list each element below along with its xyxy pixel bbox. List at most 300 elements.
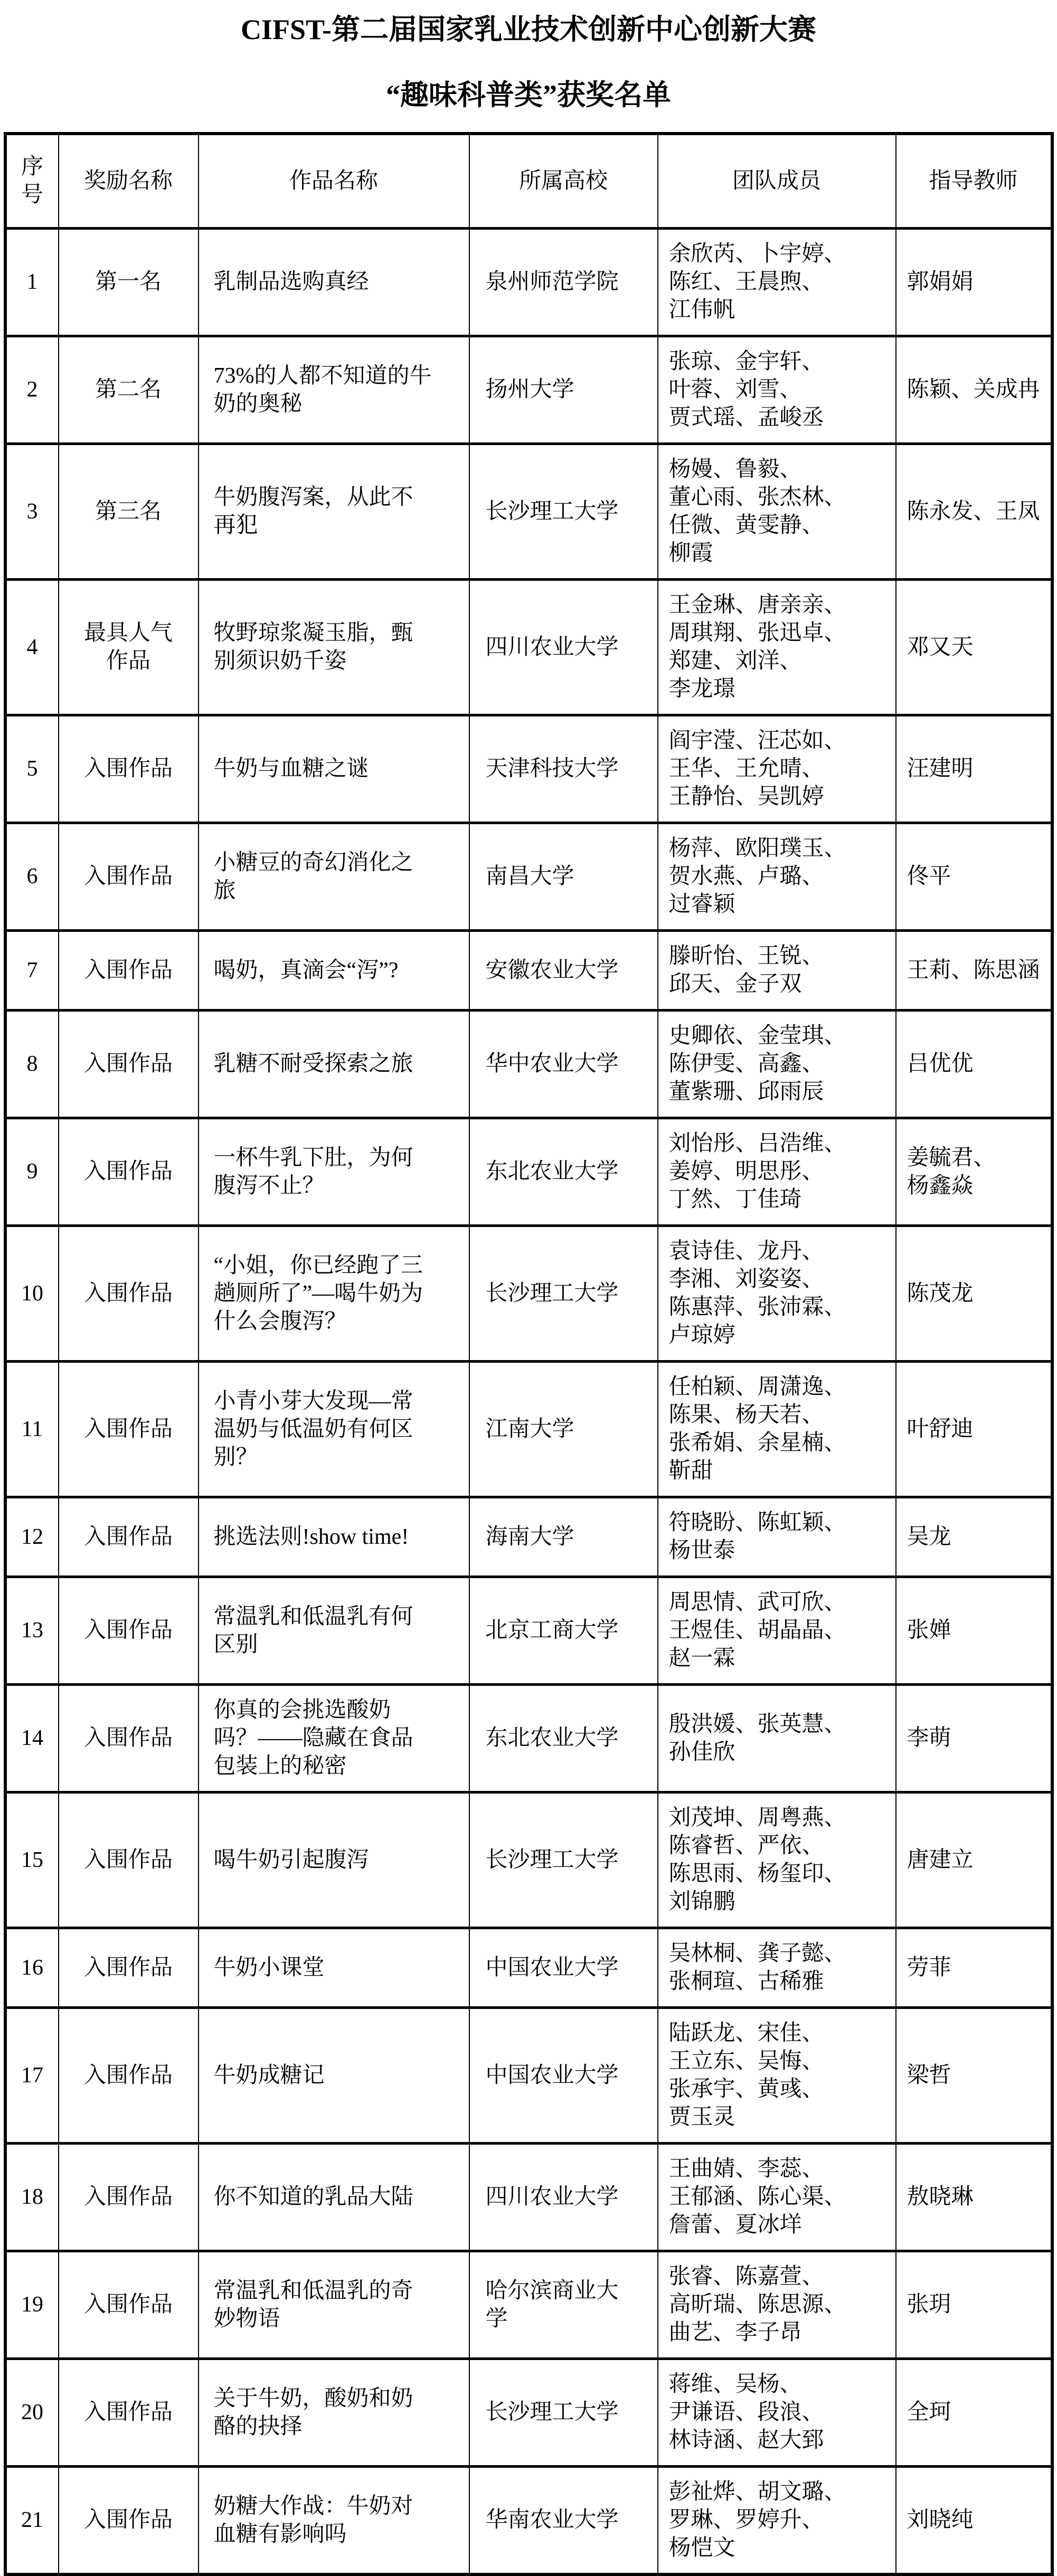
- team-members-cell: [658, 1118, 896, 1226]
- member-name: 胡文璐、: [757, 2480, 846, 2504]
- university-cell: 海南大学: [469, 1497, 658, 1577]
- advisor-name: 张婵: [907, 1618, 951, 1643]
- row-number-cell: 14: [5, 1685, 59, 1792]
- advisor-cell: [896, 1118, 1052, 1226]
- member-name: 卜宇婷、: [757, 242, 846, 266]
- work-title-cell: “小姐，你已经跑了三趟厕所了”—喝牛奶为什么会腹泻？: [199, 1226, 469, 1362]
- member-name: 高昕瑞、: [668, 2292, 758, 2317]
- team-members-cell: [658, 1362, 896, 1497]
- member-name: 杨世泰: [668, 1539, 735, 1563]
- member-name: 陈睿哲、: [668, 1834, 758, 1858]
- team-members-cell: [658, 1011, 896, 1118]
- work-title-cell: 乳制品选购真经: [199, 229, 469, 336]
- header-cell-university: 所属高校: [469, 134, 658, 229]
- member-name: 金宇轩、: [735, 350, 824, 374]
- advisor-name: 吕优优: [907, 1052, 974, 1076]
- award-name-cell: 入围作品: [59, 2251, 199, 2359]
- member-name: 刘雪、: [735, 378, 802, 402]
- award-name-cell: 入围作品: [59, 1226, 199, 1362]
- table-row: [5, 2144, 1052, 2251]
- advisor-cell: [896, 2144, 1052, 2251]
- member-name: 阎宇滢、: [668, 729, 758, 753]
- team-members-cell: [658, 1226, 896, 1362]
- team-members-cell: [658, 1577, 896, 1685]
- member-name: 明思彤、: [735, 1159, 824, 1184]
- member-name: 唐亲亲、: [757, 593, 846, 617]
- table-row: [5, 823, 1052, 931]
- work-title-cell: 奶糖大作战：牛奶对血糖有影响吗: [199, 2467, 469, 2575]
- advisor-cell: [896, 1577, 1052, 1685]
- advisor-name: 唐建立: [907, 1847, 974, 1872]
- member-name: 刘茂坤、: [668, 1806, 758, 1830]
- member-name: 邱天、: [668, 972, 735, 996]
- award-name-cell: 入围作品: [59, 1118, 199, 1226]
- advisor-name: 王莉、: [907, 958, 974, 983]
- team-members-cell: [658, 1685, 896, 1792]
- member-name: 陈虹颖、: [757, 1511, 846, 1535]
- member-name: 刘怡彤、: [668, 1131, 758, 1156]
- advisor-cell: [896, 2467, 1052, 2575]
- member-name: 王郁涵、: [668, 2185, 758, 2209]
- team-members-cell: [658, 2467, 896, 2575]
- row-number-cell: 3: [5, 444, 59, 580]
- member-name: 黄彧、: [757, 2077, 824, 2101]
- header-cell-work: 作品名称: [199, 134, 469, 229]
- member-name: 王金琳、: [668, 593, 758, 617]
- member-name: 吕浩维、: [757, 1131, 846, 1156]
- team-members-cell: [658, 2359, 896, 2467]
- member-name: 龙丹、: [757, 1239, 824, 1263]
- member-name: 孟峻丞: [757, 405, 824, 430]
- work-title-cell: 牛奶小课堂: [199, 1928, 469, 2008]
- award-name-cell: 第一名: [59, 229, 199, 336]
- member-name: 滕昕怡、: [668, 944, 758, 968]
- row-number-cell: 12: [5, 1497, 59, 1577]
- member-name: 任柏颖、: [668, 1375, 758, 1399]
- team-members-cell: [658, 715, 896, 823]
- member-name: 王晨煦、: [735, 270, 824, 294]
- member-name: 陈嘉萱、: [735, 2264, 824, 2289]
- award-name-cell: 入围作品: [59, 1577, 199, 1685]
- university-cell: 四川农业大学: [469, 580, 658, 715]
- table-row: [5, 1577, 1052, 1685]
- member-name: 王曲婧、: [668, 2157, 758, 2181]
- member-name: 任微、: [668, 513, 735, 537]
- member-name: 王静怡、: [668, 785, 758, 809]
- header-cell-award: 奖励名称: [59, 134, 199, 229]
- member-name: 李蕊、: [757, 2157, 824, 2181]
- table-row: [5, 1497, 1052, 1577]
- member-name: 郑建、: [668, 649, 735, 673]
- advisor-name: 敖晓琳: [907, 2185, 974, 2209]
- member-name: 宋佳、: [757, 2021, 824, 2045]
- member-name: 张桐瑄、: [668, 1969, 758, 1994]
- award-name-cell: 入围作品: [59, 1685, 199, 1792]
- team-members-cell: [658, 229, 896, 336]
- row-number-cell: 9: [5, 1118, 59, 1226]
- table-row: [5, 1011, 1052, 1118]
- member-name: 王锐、: [757, 944, 824, 968]
- award-name-cell: 入围作品: [59, 1792, 199, 1928]
- member-name: 刘洋、: [735, 649, 802, 673]
- award-name-cell: 入围作品: [59, 1928, 199, 2008]
- header-cell-no: 序号: [5, 134, 59, 229]
- row-number-cell: 7: [5, 931, 59, 1011]
- member-name: 高鑫、: [757, 1052, 824, 1076]
- work-title-cell: 牧野琼浆凝玉脂，甄别须识奶千姿: [199, 580, 469, 715]
- advisor-cell: [896, 823, 1052, 931]
- advisor-cell: [896, 1685, 1052, 1792]
- work-title-cell: 73%的人都不知道的牛奶的奥秘: [199, 336, 469, 444]
- member-name: 刘姿姿、: [735, 1267, 824, 1291]
- advisor-name: 梁哲: [907, 2063, 951, 2088]
- member-name: 金莹琪、: [757, 1024, 846, 1048]
- team-members-cell: [658, 1928, 896, 2008]
- advisor-name: 杨鑫焱: [907, 1173, 974, 1198]
- work-title-cell: 常温乳和低温乳的奇妙物语: [199, 2251, 469, 2359]
- row-number-cell: 13: [5, 1577, 59, 1685]
- advisor-cell: [896, 336, 1052, 444]
- team-members-cell: [658, 931, 896, 1011]
- member-name: 王允晴、: [735, 757, 824, 781]
- member-name: 罗婷升、: [735, 2508, 824, 2532]
- university-cell: 安徽农业大学: [469, 931, 658, 1011]
- advisor-cell: [896, 444, 1052, 580]
- advisor-name: 佟平: [907, 864, 951, 889]
- university-cell: 四川农业大学: [469, 2144, 658, 2251]
- advisor-name: 邓又天: [907, 635, 974, 659]
- table-row: [5, 580, 1052, 715]
- member-name: 江伟帆: [668, 298, 735, 322]
- member-name: 陈心渠、: [757, 2185, 846, 2209]
- member-name: 杨天若、: [735, 1403, 824, 1427]
- team-members-cell: [658, 580, 896, 715]
- row-number-cell: 8: [5, 1011, 59, 1118]
- member-name: 张睿、: [668, 2264, 735, 2289]
- advisor-name: 叶舒迪: [907, 1417, 974, 1441]
- advisor-name: 张玥: [907, 2292, 951, 2317]
- team-members-cell: [658, 336, 896, 444]
- advisor-name: 陈茂龙: [907, 1281, 974, 1306]
- member-name: 陈思源、: [757, 2292, 846, 2317]
- advisor-name: 陈永发、: [907, 499, 996, 524]
- advisor-cell: [896, 1792, 1052, 1928]
- awards-table: [4, 132, 1054, 2576]
- table-row: [5, 715, 1052, 823]
- award-name-cell: 第三名: [59, 444, 199, 580]
- member-name: 彭祉烨、: [668, 2480, 758, 2504]
- member-name: 尹谦语、: [668, 2400, 758, 2424]
- member-name: 符晓盼、: [668, 1511, 758, 1535]
- member-name: 金子双: [735, 972, 802, 996]
- row-number-cell: 5: [5, 715, 59, 823]
- row-number-cell: 4: [5, 580, 59, 715]
- team-members-cell: [658, 444, 896, 580]
- table-row: [5, 444, 1052, 580]
- member-name: 余星楠、: [757, 1431, 846, 1455]
- team-members-cell: [658, 1792, 896, 1928]
- header-cell-members: 团队成员: [658, 134, 896, 229]
- table-row: [5, 1792, 1052, 1928]
- member-name: 董紫珊、: [668, 1080, 758, 1104]
- table-row: [5, 2251, 1052, 2359]
- row-number-cell: 6: [5, 823, 59, 931]
- member-name: 欧阳璞玉、: [735, 836, 846, 861]
- member-name: 吴杨、: [735, 2372, 802, 2396]
- team-members-cell: [658, 823, 896, 931]
- member-name: 陈红、: [668, 270, 735, 294]
- member-name: 林诗涵、: [668, 2428, 758, 2452]
- member-name: 叶蓉、: [668, 378, 735, 402]
- member-name: 丁然、: [668, 1187, 735, 1212]
- award-name-cell: 最具人气作品: [59, 580, 199, 715]
- member-name: 周思情、: [668, 1590, 758, 1615]
- advisor-name: 李萌: [907, 1726, 951, 1750]
- table-row: [5, 2467, 1052, 2575]
- page-title-line1: CIFST-第二届国家乳业技术创新中心创新大赛: [240, 14, 817, 45]
- advisor-cell: [896, 715, 1052, 823]
- table-row: [5, 2359, 1052, 2467]
- advisor-cell: [896, 1362, 1052, 1497]
- member-name: 杨玺印、: [757, 1862, 846, 1886]
- member-name: 王立东、: [668, 2049, 758, 2073]
- table-row: [5, 1226, 1052, 1362]
- work-title-cell: 小糖豆的奇幻消化之旅: [199, 823, 469, 931]
- advisor-cell: [896, 2251, 1052, 2359]
- member-name: 贾式瑶、: [668, 405, 758, 430]
- university-cell: 华南农业大学: [469, 2467, 658, 2575]
- work-title-cell: 小青小芽大发现—常温奶与低温奶有何区别？: [199, 1362, 469, 1497]
- member-name: 袁诗佳、: [668, 1239, 758, 1263]
- member-name: 李子昂: [735, 2320, 802, 2345]
- work-title-cell: 关于牛奶，酸奶和奶酪的抉择: [199, 2359, 469, 2467]
- member-name: 靳甜: [668, 1459, 713, 1483]
- member-name: 张琼、: [668, 350, 735, 374]
- advisor-name: 劳菲: [907, 1955, 951, 1980]
- team-members-cell: [658, 1497, 896, 1577]
- award-name-cell: 入围作品: [59, 931, 199, 1011]
- member-name: 姜婷、: [668, 1159, 735, 1184]
- member-name: 汪芯如、: [757, 729, 846, 753]
- row-number-cell: 17: [5, 2008, 59, 2144]
- university-cell: 东北农业大学: [469, 1685, 658, 1792]
- member-name: 陈思雨、: [668, 1862, 758, 1886]
- member-name: 杨萍、: [668, 836, 735, 861]
- work-title-cell: 牛奶成糖记: [199, 2008, 469, 2144]
- row-number-cell: 18: [5, 2144, 59, 2251]
- member-name: 张杰林、: [757, 485, 846, 509]
- advisor-cell: [896, 931, 1052, 1011]
- team-members-cell: [658, 2251, 896, 2359]
- member-name: 张希娟、: [668, 1431, 758, 1455]
- advisor-name: 郭娟娟: [907, 270, 974, 294]
- university-cell: 东北农业大学: [469, 1118, 658, 1226]
- member-name: 李湘、: [668, 1267, 735, 1291]
- university-cell: 扬州大学: [469, 336, 658, 444]
- member-name: 柳霞: [668, 541, 713, 565]
- row-number-cell: 21: [5, 2467, 59, 2575]
- advisor-name: 姜毓君、: [907, 1145, 996, 1170]
- member-name: 陈果、: [668, 1403, 735, 1427]
- advisor-cell: [896, 2008, 1052, 2144]
- university-cell: 泉州师范学院: [469, 229, 658, 336]
- member-name: 曲艺、: [668, 2320, 735, 2345]
- work-title-cell: 乳糖不耐受探索之旅: [199, 1011, 469, 1118]
- work-title-cell: 喝牛奶引起腹泻: [199, 1792, 469, 1928]
- member-name: 董心雨、: [668, 485, 758, 509]
- page-title-line2: “趣味科普类”获奖名单: [386, 79, 671, 111]
- member-name: 周琪翔、: [668, 621, 758, 645]
- advisor-cell: [896, 1226, 1052, 1362]
- work-title-cell: 常温乳和低温乳有何区别: [199, 1577, 469, 1685]
- member-name: 赵大郅: [757, 2428, 824, 2452]
- member-name: 贾玉灵: [668, 2105, 735, 2129]
- award-name-cell: 入围作品: [59, 2359, 199, 2467]
- member-name: 殷洪媛、: [668, 1712, 758, 1737]
- header-cell-advisor: 指导教师: [896, 134, 1052, 229]
- member-name: 李龙璟: [668, 677, 735, 701]
- advisor-cell: [896, 1928, 1052, 2008]
- member-name: 古稀雅: [757, 1969, 824, 1994]
- team-members-cell: [658, 2144, 896, 2251]
- university-cell: 中国农业大学: [469, 1928, 658, 2008]
- row-number-cell: 20: [5, 2359, 59, 2467]
- advisor-name: 关成冉: [973, 378, 1040, 402]
- advisor-name: 吴龙: [907, 1524, 951, 1549]
- row-number-cell: 16: [5, 1928, 59, 2008]
- table-row: [5, 931, 1052, 1011]
- member-name: 詹蕾、: [668, 2213, 735, 2237]
- university-cell: 哈尔滨商业大学: [469, 2251, 658, 2359]
- award-name-cell: 入围作品: [59, 2008, 199, 2144]
- member-name: 吴凯婷: [757, 785, 824, 809]
- work-title-cell: 牛奶与血糖之谜: [199, 715, 469, 823]
- award-name-cell: 入围作品: [59, 1011, 199, 1118]
- row-number-cell: 10: [5, 1226, 59, 1362]
- member-name: 夏冰垟: [735, 2213, 802, 2237]
- member-name: 蒋维、: [668, 2372, 735, 2396]
- advisor-name: 陈思涵: [973, 958, 1040, 983]
- row-number-cell: 1: [5, 229, 59, 336]
- university-cell: 长沙理工大学: [469, 2359, 658, 2467]
- awards-table-body: [5, 229, 1052, 2575]
- university-cell: 南昌大学: [469, 823, 658, 931]
- member-name: 余欣芮、: [668, 242, 758, 266]
- university-cell: 长沙理工大学: [469, 1226, 658, 1362]
- member-name: 周粤燕、: [757, 1806, 846, 1830]
- member-name: 史卿依、: [668, 1024, 758, 1048]
- advisor-name: 全珂: [907, 2400, 951, 2424]
- member-name: 卢琼婷: [668, 1323, 735, 1347]
- advisor-cell: [896, 229, 1052, 336]
- member-name: 陆跃龙、: [668, 2021, 758, 2045]
- award-name-cell: 入围作品: [59, 715, 199, 823]
- table-row: [5, 1685, 1052, 1792]
- advisor-name: 王凤: [995, 499, 1040, 524]
- member-name: 杨嫚、: [668, 457, 735, 482]
- member-name: 周潇逸、: [757, 1375, 846, 1399]
- university-cell: 江南大学: [469, 1362, 658, 1497]
- team-members-cell: [658, 2008, 896, 2144]
- award-name-cell: 入围作品: [59, 1362, 199, 1497]
- member-name: 卢璐、: [757, 864, 824, 889]
- member-name: 贺水燕、: [668, 864, 758, 889]
- member-name: 过睿颖: [668, 892, 735, 917]
- university-cell: 长沙理工大学: [469, 1792, 658, 1928]
- award-name-cell: 入围作品: [59, 823, 199, 931]
- member-name: 孙佳欣: [668, 1740, 735, 1764]
- advisor-name: 刘晓纯: [907, 2508, 974, 2532]
- member-name: 邱雨辰: [757, 1080, 824, 1104]
- member-name: 龚子懿、: [757, 1941, 846, 1966]
- university-cell: 长沙理工大学: [469, 444, 658, 580]
- work-title-cell: 牛奶腹泻案，从此不再犯: [199, 444, 469, 580]
- table-row: [5, 336, 1052, 444]
- member-name: 胡晶晶、: [757, 1618, 846, 1643]
- row-number-cell: 2: [5, 336, 59, 444]
- member-name: 吴林桐、: [668, 1941, 758, 1966]
- member-name: 严依、: [757, 1834, 824, 1858]
- member-name: 陈惠萍、: [668, 1295, 758, 1319]
- table-row: [5, 1928, 1052, 2008]
- advisor-cell: [896, 1497, 1052, 1577]
- award-name-cell: 入围作品: [59, 2467, 199, 2575]
- member-name: 鲁毅、: [735, 457, 802, 482]
- member-name: 丁佳琦: [735, 1187, 802, 1212]
- header-row: [5, 134, 1052, 229]
- row-number-cell: 15: [5, 1792, 59, 1928]
- member-name: 张英慧、: [757, 1712, 846, 1737]
- member-name: 黄雯静、: [735, 513, 824, 537]
- university-cell: 北京工商大学: [469, 1577, 658, 1685]
- university-cell: 中国农业大学: [469, 2008, 658, 2144]
- member-name: 张沛霖、: [757, 1295, 846, 1319]
- award-name-cell: 第二名: [59, 336, 199, 444]
- member-name: 张迅卓、: [757, 621, 846, 645]
- member-name: 杨恺文: [668, 2536, 735, 2560]
- member-name: 刘锦鹏: [668, 1890, 735, 1914]
- advisor-name: 陈颖、: [907, 378, 974, 402]
- advisor-cell: [896, 580, 1052, 715]
- work-title-cell: 挑选法则!show time!: [199, 1497, 469, 1577]
- member-name: 王煜佳、: [668, 1618, 758, 1643]
- work-title-cell: 一杯牛乳下肚，为何腹泻不止？: [199, 1118, 469, 1226]
- member-name: 罗琳、: [668, 2508, 735, 2532]
- advisor-cell: [896, 1011, 1052, 1118]
- member-name: 张承宇、: [668, 2077, 758, 2101]
- work-title-cell: 你真的会挑选酸奶吗？——隐藏在食品包装上的秘密: [199, 1685, 469, 1792]
- work-title-cell: 喝奶，真滴会“泻”?: [199, 931, 469, 1011]
- university-cell: 天津科技大学: [469, 715, 658, 823]
- row-number-cell: 11: [5, 1362, 59, 1497]
- member-name: 王华、: [668, 757, 735, 781]
- member-name: 武可欣、: [757, 1590, 846, 1615]
- awards-table-header: [5, 134, 1052, 229]
- university-cell: 华中农业大学: [469, 1011, 658, 1118]
- member-name: 陈伊雯、: [668, 1052, 758, 1076]
- member-name: 吴悔、: [757, 2049, 824, 2073]
- member-name: 赵一霖: [668, 1646, 735, 1671]
- table-row: [5, 1118, 1052, 1226]
- member-name: 段浪、: [757, 2400, 824, 2424]
- advisor-cell: [896, 2359, 1052, 2467]
- table-row: [5, 2008, 1052, 2144]
- award-name-cell: 入围作品: [59, 1497, 199, 1577]
- advisor-name: 汪建明: [907, 757, 974, 781]
- table-row: [5, 229, 1052, 336]
- table-row: [5, 1362, 1052, 1497]
- row-number-cell: 19: [5, 2251, 59, 2359]
